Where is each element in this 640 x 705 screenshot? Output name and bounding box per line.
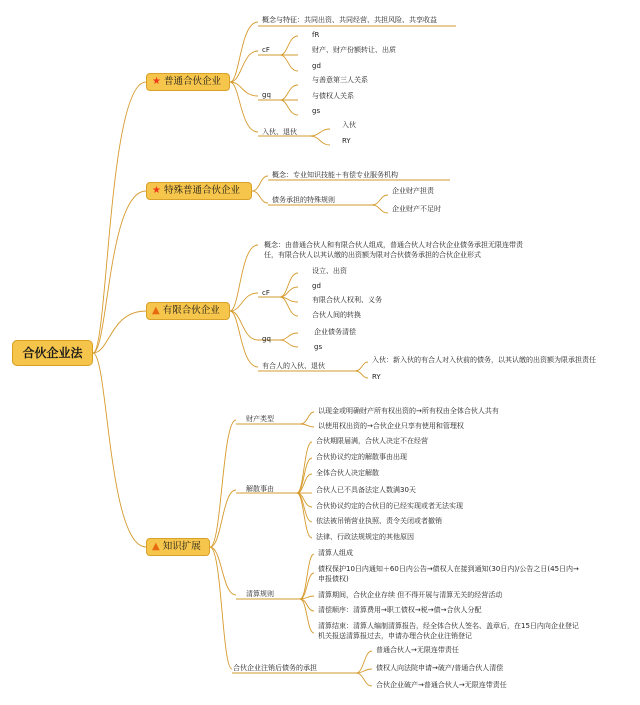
node-leaf: 清算人组成	[318, 549, 353, 557]
node-join: 有合人的入伙、退伙	[262, 362, 325, 370]
branch-limited-partnership[interactable]	[146, 302, 230, 320]
branch-label: 普通合伙企业	[163, 76, 221, 87]
branch-label: 特殊普通合伙企业	[163, 185, 240, 196]
node-cf: cF	[262, 289, 270, 297]
node-leaf: 以使用权出资的→合伙企业只享有使用和管理权	[318, 422, 464, 430]
node-leaf: gs	[314, 343, 323, 351]
node-gq: gq	[262, 335, 271, 343]
node-leaf: 合伙协议约定的合伙目的已经实现或者无法实现	[316, 502, 463, 510]
node-cf: cF	[262, 46, 270, 54]
node-leaf: 法律、行政法规规定的其他原因	[316, 533, 414, 541]
node-rule: 债务承担的特殊规则	[272, 196, 335, 204]
flame-icon: ▲	[152, 305, 160, 316]
node-leaf: 合伙人已不具备法定人数满30天	[316, 486, 416, 494]
node-leaf: 清偿顺序：清算费用→职工债权→税→债→合伙人分配	[318, 606, 482, 614]
node-debt-after-deregistration: 合伙企业注销后债务的承担	[233, 664, 317, 672]
node-leaf: 依法被吊销营业执照、责令关闭或者撤销	[316, 517, 442, 525]
node-leaf: 普通合伙人→无限连带责任	[376, 646, 459, 654]
node-leaf: gs	[312, 107, 321, 115]
node-leaf: 与债权人关系	[312, 92, 354, 100]
branch-general-partnership[interactable]	[146, 73, 230, 91]
branch-special-partnership[interactable]	[146, 182, 252, 200]
node-join: 入伙、退伙	[262, 128, 297, 136]
branch-label: 有限合伙企业	[162, 305, 220, 316]
node-property-type: 财产类型	[246, 415, 274, 423]
node-leaf: 入伙	[342, 121, 356, 129]
node-leaf: 企业财产不足时	[392, 205, 441, 213]
node-leaf: 财产、财产份额转让、出质	[312, 46, 396, 54]
node-leaf: RY	[342, 137, 351, 145]
node-concept: 概念：专业知识技能＋有偿专业服务机构	[272, 171, 398, 179]
node-leaf: 清算期间，合伙企业存续 但不得开展与清算无关的经营活动	[318, 591, 503, 599]
node-leaf: 债权人向法院申请→破产/普通合伙人清偿	[376, 664, 504, 672]
node-leaf: 合伙协议约定的解散事由出现	[316, 453, 407, 461]
branch-knowledge-extension[interactable]	[146, 538, 210, 556]
flame-icon: ▲	[152, 541, 160, 552]
node-leaf: 合伙人间的转换	[312, 311, 361, 319]
node-gq: gq	[262, 91, 271, 99]
node-leaf: 全体合伙人决定解散	[316, 469, 379, 477]
node-concept: 概念：由普通合伙人和有限合伙人组成，普通合伙人对合伙企业债务承担无限连带责任，有限合伙人以其认缴的出资额为限对合伙债务承担的合伙企业形式	[264, 241, 523, 259]
node-leaf: fR	[312, 31, 320, 39]
node-leaf: 与善意第三人关系	[312, 76, 368, 84]
branch-label: 知识扩展	[162, 541, 201, 552]
root-node[interactable]: 合伙企业法	[12, 340, 93, 366]
node-leaf: 清算结束：清算人编制清算报告，经全体合伙人签名、盖章后，在15日内向企业登记机关报送清算报过去，申请办理合伙企业注销登记	[318, 622, 579, 640]
node-liquidation: 清算规则	[246, 590, 274, 598]
node-leaf: 入伙：新入伙的有合人对入伙前的债务，以其认缴的出资额为限承担责任	[372, 356, 596, 364]
node-leaf: 债权保护10日内通知＋60日内公告→债权人在接到通知(30日内)/公告之日(45日内→申报债权)	[318, 565, 579, 583]
node-leaf: 企业债务清偿	[314, 328, 356, 336]
node-leaf: 以现金或明确财产所有权出资的→所有权由全体合伙人共有	[318, 407, 499, 415]
star-icon: ★	[152, 185, 161, 196]
node-leaf: 合伙企业破产→普通合伙人→无限连带责任	[376, 681, 507, 689]
node-concept: 概念与特征：共同出资、共同经营、共担风险、共享收益	[262, 16, 437, 24]
node-leaf: 合伙期限届满，合伙人决定不在经营	[316, 437, 428, 445]
node-leaf: gd	[312, 62, 321, 70]
node-leaf: gd	[312, 282, 321, 290]
node-dissolution: 解散事由	[246, 485, 274, 493]
node-leaf: 企业财产担责	[392, 187, 434, 195]
node-leaf: RY	[372, 373, 381, 381]
star-icon: ★	[152, 76, 161, 87]
node-leaf: 设立、出资	[312, 267, 347, 275]
node-leaf: 有限合伙人权利、义务	[312, 296, 382, 304]
